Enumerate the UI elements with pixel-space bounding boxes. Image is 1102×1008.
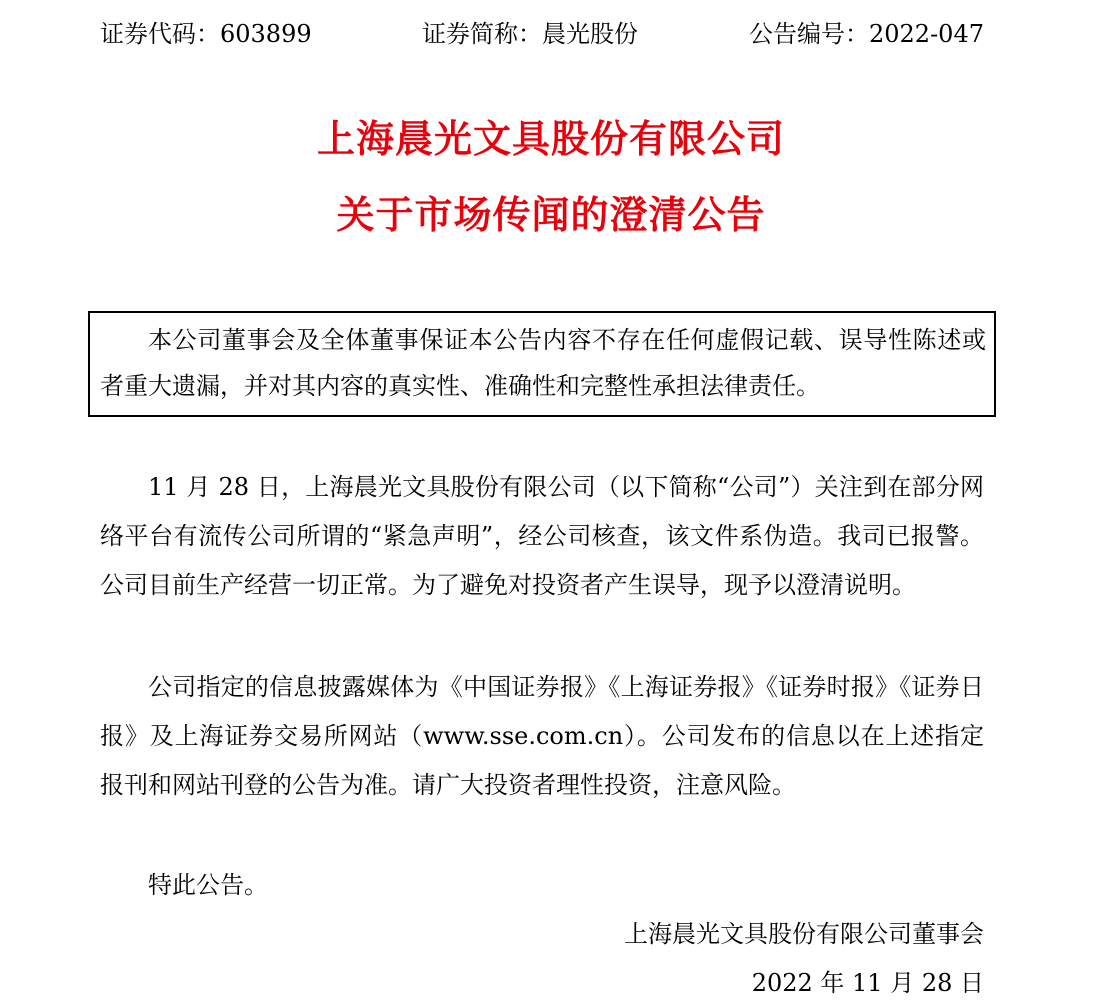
closing-statement: 特此公告。 (148, 871, 268, 899)
body-paragraph-disclosure-media: 公司指定的信息披露媒体为《中国证券报》《上海证券报》《证券时报》《证券日报》及上海证券交易所网站（www.sse.com.cn）。公司发布的信息以在上述指定报刊和网站刊登的公告为准。请广大投资者理性投资，注意风险。 (100, 673, 984, 799)
stock-code: 证券代码：603899 (100, 20, 312, 48)
title-announcement-subject: 关于市场传闻的澄清公告 (336, 193, 766, 237)
announcement-header (100, 14, 984, 54)
title-company-name: 上海晨光文具股份有限公司 (316, 117, 785, 161)
signatory: 上海晨光文具股份有限公司董事会 (624, 920, 984, 948)
signature-date: 2022 年 11 月 28 日 (751, 969, 984, 997)
notice-number: 公告编号：2022-047 (749, 20, 984, 48)
disclaimer-box (88, 311, 996, 417)
stock-abbreviation: 证券简称：晨光股份 (422, 20, 638, 48)
disclaimer-text: 本公司董事会及全体董事保证本公告内容不存在任何虚假记载、误导性陈述或者重大遗漏，并对其内容的真实性、准确性和完整性承担法律责任。 (100, 326, 986, 400)
body-paragraph-clarification: 11 月 28 日，上海晨光文具股份有限公司（以下简称“公司”）关注到在部分网络平台有流传公司所谓的“紧急声明”，经公司核查，该文件系伪造。我司已报警。公司目前生产经营一切正常。为了避免对投资者产生误导，现予以澄清说明。 (100, 473, 984, 599)
